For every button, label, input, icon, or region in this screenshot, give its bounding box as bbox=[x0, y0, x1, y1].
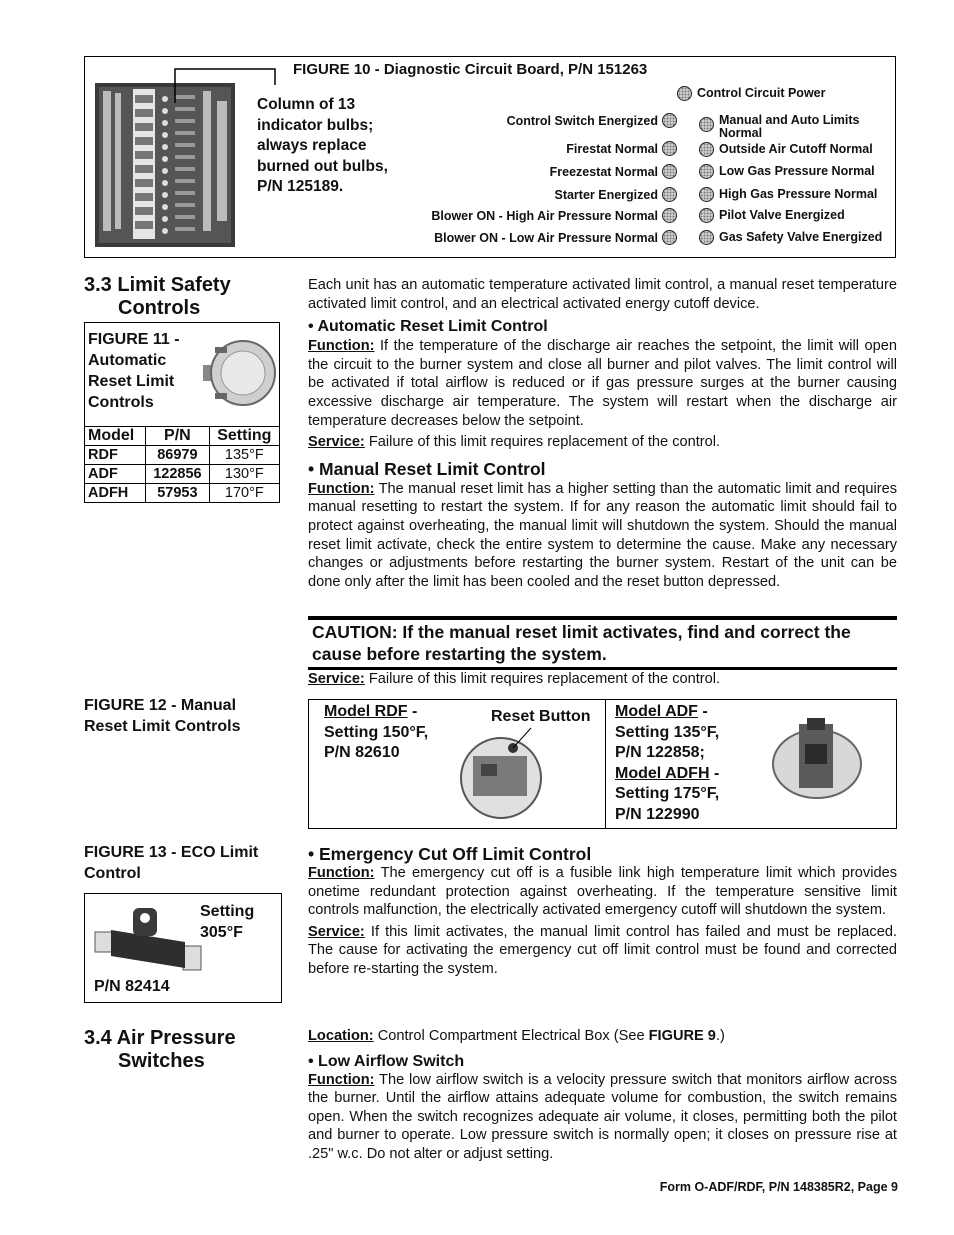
figure-13-caption: FIGURE 13 - ECO Limit Control bbox=[84, 844, 259, 882]
figure-12-box bbox=[308, 699, 897, 829]
page-footer: Form O-ADF/RDF, P/N 148385R2, Page 9 bbox=[659, 1180, 898, 1194]
indicator-bulb-icon bbox=[662, 113, 677, 128]
section-3-4-body bbox=[308, 1027, 897, 1164]
bulb-label-right: Outside Air Cutoff Normal bbox=[699, 142, 873, 157]
manual-reset-limit-adf-image bbox=[767, 714, 867, 804]
low-airflow-function-paragraph: Function: The low airflow switch is a velocity pressure switch that monitors airflow across the burner. Until the airflow attains adequate volume for combustion, the switch remains open. When the switch recognizes adequate air volume, it closes, permitting both the pilot and burner to operate. Low pressure switch is normally open; it closes on pressure rise at .25" w.c. Do not alter or adjust setting. bbox=[308, 1071, 897, 1162]
figure-10-box bbox=[84, 56, 896, 258]
caution-text: CAUTION: If the manual reset limit activates, find and correct the cause before restarting the system. bbox=[312, 622, 851, 664]
eco-service-paragraph: Service: If this limit activates, the manual limit control has failed and must be replaced. The cause for activating the emergency cut off limit control must be found and corrected before re-starting the system. bbox=[308, 923, 897, 977]
indicator-bulb-icon bbox=[699, 164, 714, 179]
indicator-bulb-icon bbox=[699, 142, 714, 157]
indicator-bulb-icon bbox=[699, 117, 714, 132]
auto-reset-limit-image bbox=[197, 327, 277, 415]
auto-function-paragraph: Function: If the temperature of the discharge air reaches the setpoint, the limit will open the circuit to the burner system and close all burner and pilot valves. The limit control will be activated if total airflow is reduced or if gas pressure surges at the burner causing excessive discharge air temperature. The system will restart when the discharge air temperature decreases below the setpoint. bbox=[308, 338, 897, 429]
circuit-board-image bbox=[93, 81, 237, 249]
auto-service-paragraph: Service: Failure of this limit requires replacement of the control. bbox=[308, 434, 721, 451]
section-3-4-title: 3.4 Air Pressure Switches bbox=[84, 1027, 236, 1072]
eco-section bbox=[308, 844, 897, 979]
eco-part-number: P/N 82414 bbox=[94, 978, 170, 995]
indicator-bulb-icon bbox=[662, 141, 677, 156]
indicator-bulb-icon bbox=[699, 208, 714, 223]
figure-10-title: FIGURE 10 - Diagnostic Circuit Board, P/N 151263 bbox=[293, 61, 648, 78]
bulb-label-right: Manual and Auto Limits Normal bbox=[699, 114, 879, 140]
figure-11-box bbox=[84, 322, 280, 426]
table-header: Setting bbox=[209, 427, 279, 446]
bulb-label-left: Blower ON - Low Air Pressure Normal bbox=[434, 230, 677, 245]
manual-reset-heading: • Manual Reset Limit Control bbox=[308, 458, 546, 479]
table-row: RDF 86979 135°F bbox=[85, 446, 280, 465]
indicator-bulb-icon bbox=[699, 187, 714, 202]
eco-setting: Setting 305°F bbox=[200, 903, 255, 941]
auto-reset-heading: • Automatic Reset Limit Control bbox=[308, 318, 548, 336]
bulb-callout: Column of 13 indicator bulbs; always replace burned out bulbs, P/N 125189. bbox=[257, 96, 388, 195]
rdf-label: Model RDF - Setting 150°F, P/N 82610 bbox=[324, 703, 429, 761]
location-paragraph: Location: Control Compartment Electrical Box (See FIGURE 9.) bbox=[308, 1028, 725, 1044]
figure-11-caption: FIGURE 11 - Automatic Reset Limit Controls bbox=[88, 331, 180, 411]
manual-reset-limit-rdf-image bbox=[451, 724, 555, 824]
figure-12-caption: FIGURE 12 - Manual Reset Limit Controls bbox=[84, 697, 241, 735]
bulb-label-left: Control Switch Energized bbox=[507, 113, 677, 128]
indicator-bulb-icon bbox=[699, 230, 714, 245]
intro-paragraph: Each unit has an automatic temperature activated limit control, a manual reset temperature activated limit control, and an electrical activated energy cutoff device. bbox=[308, 277, 897, 312]
adf-label: Model ADF - Setting 135°F, P/N 122858; Model ADFH - Setting 175°F, P/N 122990 bbox=[615, 703, 720, 823]
reset-button-label: Reset Button bbox=[491, 708, 591, 725]
manual-function-paragraph: Function: The manual reset limit has a higher setting than the automatic limit and requires manual resetting to restart the system. If for any reason the automatic limit should fail to protect against overheating, the manual limit will shutdown the system. Should the manual reset limit activate, check the entire system to determine the cause. Make any necessary changes or adjustments before restarting the burner system. Restart of the unit can be done only after the limit has been cooled and the reset button depressed. bbox=[308, 480, 897, 590]
eco-heading: • Emergency Cut Off Limit Control bbox=[308, 844, 592, 864]
manual-service-paragraph: Service: Failure of this limit requires replacement of the control. bbox=[308, 671, 721, 687]
table-row: ADF 122856 130°F bbox=[85, 465, 280, 484]
figure-12-divider bbox=[605, 700, 606, 828]
section-3-3-title: 3.3 Limit Safety Controls bbox=[84, 274, 231, 319]
bulb-label-right: Pilot Valve Energized bbox=[699, 208, 845, 223]
indicator-bulb-icon bbox=[662, 187, 677, 202]
table-header: Model bbox=[85, 427, 146, 446]
eco-function-paragraph: Function: The emergency cut off is a fusible link high temperature limit which provides onetime redundant protection against overheating. If the temperature sensitive limit controls malfunction, the electrically activated emergency cutoff will shutdown the system. bbox=[308, 865, 897, 919]
indicator-bulb-icon bbox=[662, 208, 677, 223]
table-header: P/N bbox=[146, 427, 210, 446]
bulb-label-left: Firestat Normal bbox=[566, 141, 677, 156]
section-3-3-body bbox=[308, 276, 897, 591]
indicator-bulb-icon bbox=[662, 230, 677, 245]
caution-box bbox=[308, 616, 897, 670]
indicator-bulb-icon bbox=[662, 164, 677, 179]
figure-11-table bbox=[84, 426, 280, 503]
figure-13-box bbox=[84, 893, 282, 1003]
bulb-label-left: Starter Energized bbox=[554, 187, 677, 202]
bulb-label-right: Low Gas Pressure Normal bbox=[699, 164, 875, 179]
bulb-label-left: Blower ON - High Air Pressure Normal bbox=[431, 208, 677, 223]
indicator-bulb-icon bbox=[677, 86, 692, 101]
bulb-label-control-circuit-power: Control Circuit Power bbox=[677, 86, 825, 101]
eco-limit-image bbox=[93, 902, 203, 976]
table-row: ADFH 57953 170°F bbox=[85, 484, 280, 503]
bulb-label-right: High Gas Pressure Normal bbox=[699, 187, 877, 202]
bulb-label-left: Freezestat Normal bbox=[550, 164, 677, 179]
low-airflow-heading: • Low Airflow Switch bbox=[308, 1052, 465, 1070]
left-bulb-labels bbox=[385, 57, 677, 257]
bulb-label-right: Gas Safety Valve Energized bbox=[699, 230, 882, 245]
